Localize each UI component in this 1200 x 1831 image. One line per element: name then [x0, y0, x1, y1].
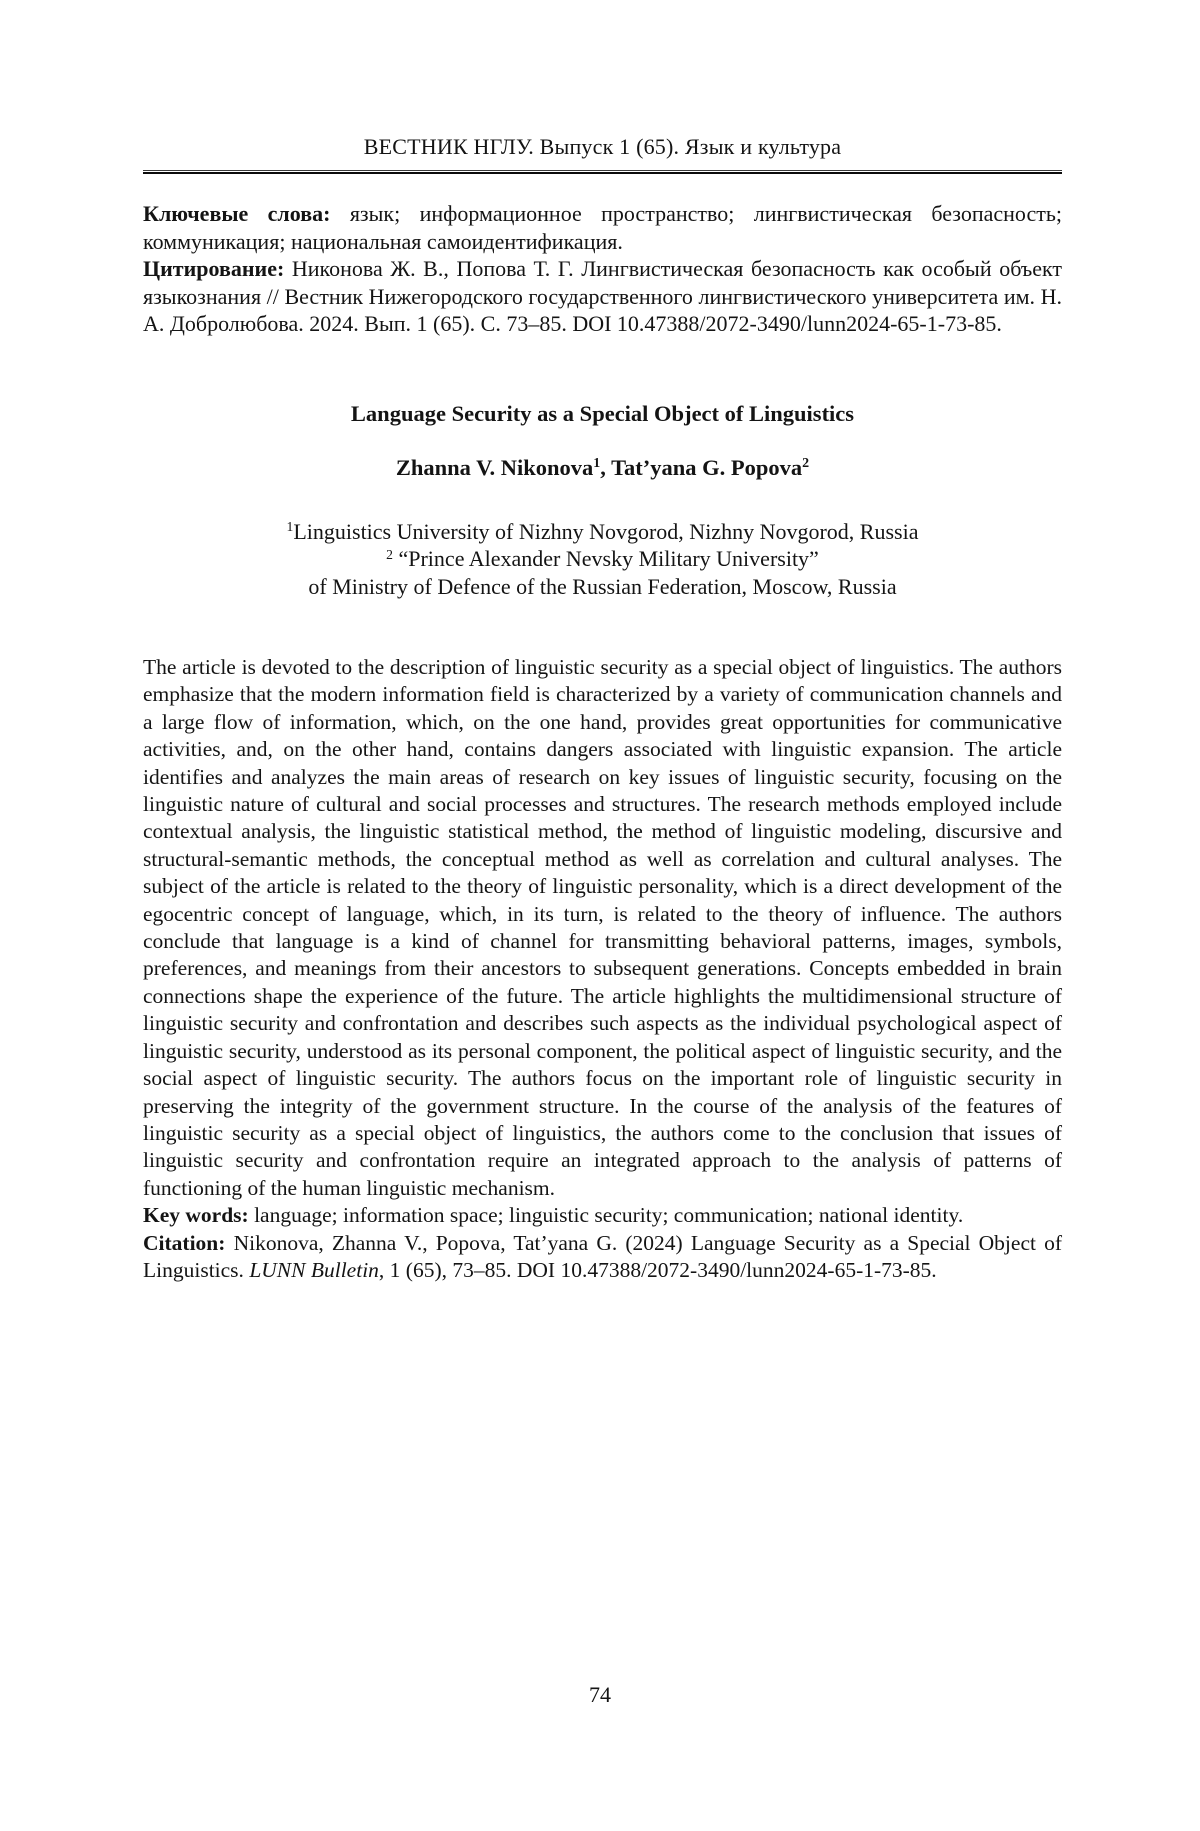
authors-separator: , [600, 454, 612, 480]
affiliation-line-2 [143, 545, 1062, 573]
affiliation-text-2: “Prince Alexander Nevsky Military University” [392, 546, 819, 571]
russian-metadata-block [143, 200, 1062, 338]
keywords-ru-text: язык; информационное пространство; лингвистическая безопасность; коммуникация; национальная самоидентификация. [143, 201, 1063, 254]
citation-en-text-after: , 1 (65), 73–85. DOI 10.47388/2072-3490/lunn2024-65-1-73-85. [378, 1257, 937, 1282]
citation-ru-text: Никонова Ж. В., Попова Т. Г. Лингвистическая безопасность как особый объект языкознания // Вестник Нижегородского государственного лингвистического университета им. Н. А. Добролюбова. 2024. Вып. 1 (65). С. 73–85. DOI 10.47388/2072-3490/lunn2024-65-1-73-85. [143, 256, 1063, 336]
keywords-en-label: Key words: [143, 1203, 249, 1228]
page-number: 74 [589, 1682, 611, 1707]
citation-ru-paragraph [143, 255, 1062, 338]
keywords-en-text: language; information space; linguistic security; communication; national identity. [254, 1203, 964, 1228]
running-header: ВЕСТНИК НГЛУ. Выпуск 1 (65). Язык и культура [363, 134, 842, 159]
affiliation-line-3 [143, 573, 1062, 601]
keywords-ru-paragraph [143, 200, 1062, 255]
affiliation-text-3: of Ministry of Defence of the Russian Federation, Moscow, Russia [308, 573, 897, 599]
citation-en-journal-name: LUNN Bulletin [249, 1257, 379, 1282]
header-rule [143, 170, 1062, 174]
author-name-2: Tat’yana G. Popova [611, 454, 803, 480]
citation-en-label: Citation: [143, 1230, 226, 1255]
author-name-1: Zhanna V. Nikonova [395, 454, 594, 480]
keywords-ru-label: Ключевые слова: [143, 201, 331, 226]
author-affiliation-marker-1: 1 [593, 455, 601, 471]
affiliation-text-1: Linguistics University of Nizhny Novgorod, Nizhny Novgorod, Russia [293, 518, 919, 544]
abstract-paragraph: The article is devoted to the description of linguistic security as a special object of linguistics. The authors emphasize that the modern information field is characterized by a variety of communication channels and a large flow of information, which, on the one hand, provides great opportunities for communicative activities, and, on the other hand, contains dangers associated with linguistic expansion. The article identifies and analyzes the main areas of research on key issues of linguistic security, focusing on the linguistic nature of cultural and social processes and structures. The research methods employed include contextual analysis, the linguistic statistical method, the method of linguistic modeling, discursive and structural-semantic methods, the conceptual method as well as correlation and cultural analyses. The subject of the article is related to the theory of linguistic personality, which is a direct development of the egocentric concept of language, which, in its turn, is related to the theory of influence. The authors conclude that language is a kind of channel for transmitting behavioral patterns, images, symbols, preferences, and meanings from their ancestors to subsequent generations. Concepts embedded in brain connections shape the experience of the future. The article highlights the multidimensional structure of linguistic security and confrontation and describes such aspects as the individual psychological aspect of linguistic security, understood as its personal component, the political aspect of linguistic security, and the social aspect of linguistic security. The authors focus on the important role of linguistic security in preserving the integrity of the government structure. In the course of the analysis of the features of linguistic security as a special object of linguistics, the authors come to the conclusion that issues of linguistic security and confrontation require an integrated approach to the analysis of patterns of functioning of the human linguistic mechanism. [143, 655, 1062, 1200]
keywords-en-paragraph [143, 1202, 1062, 1229]
journal-page [0, 134, 1200, 1831]
citation-ru-label: Цитирование: [143, 256, 285, 281]
affiliation-marker-2: 2 [386, 546, 393, 562]
citation-en-paragraph [143, 1230, 1062, 1285]
citation-en-text-before: Nikonova, Zhanna V., Popova, Tat’yana G. (2024) Language Security as a Special Object of Linguistics. [143, 1230, 1063, 1282]
author-affiliation-marker-2: 2 [802, 455, 810, 471]
article-title: Language Security as a Special Object of Linguistics [350, 400, 855, 426]
affiliation-marker-1: 1 [286, 519, 294, 534]
authors-line [143, 454, 1062, 482]
affiliation-line-1 [143, 518, 1062, 546]
affiliations-block [143, 518, 1062, 601]
abstract-block [143, 654, 1062, 1284]
